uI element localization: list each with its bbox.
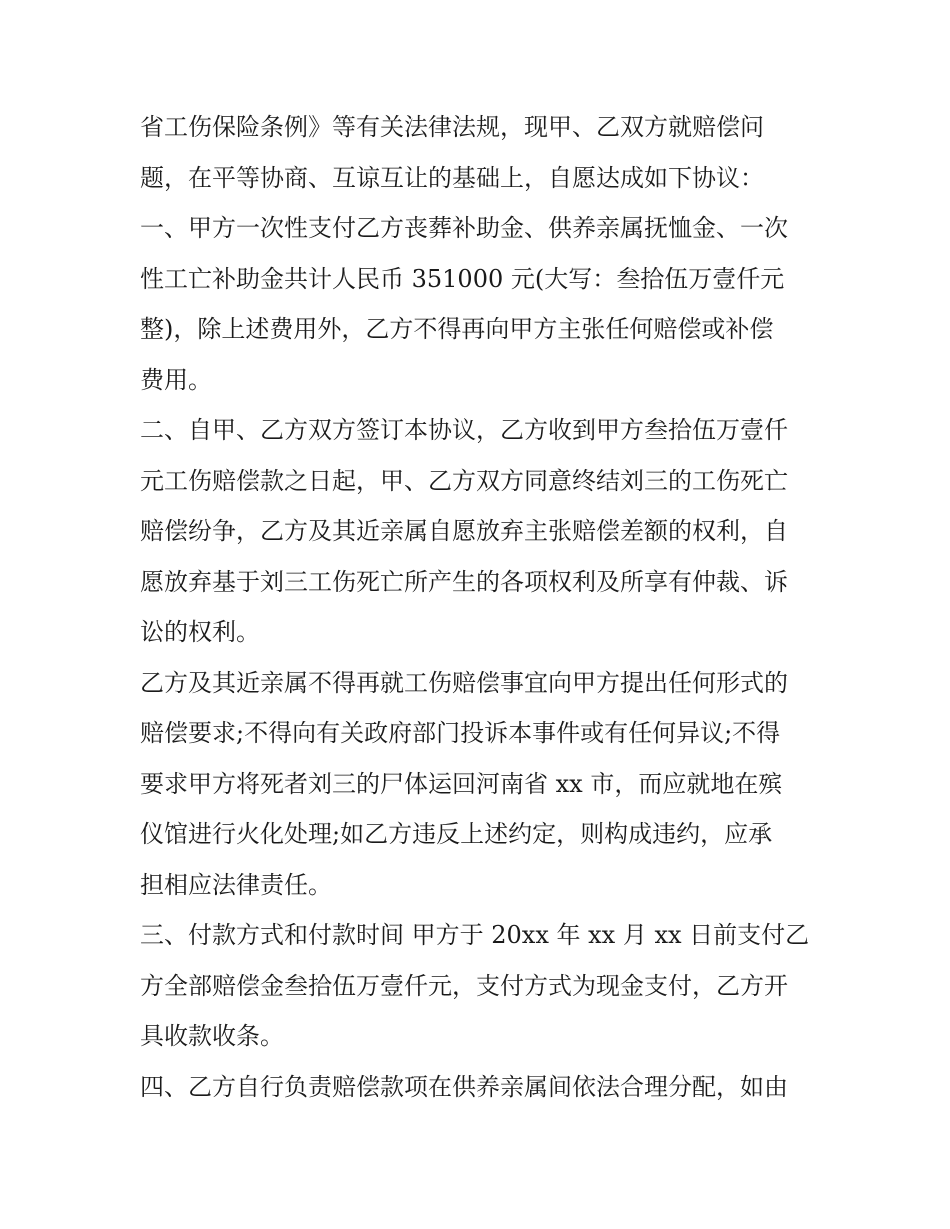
text-line: 愿放弃基于刘三工伤死亡所产生的各项权利及所享有仲裁、诉 [140,567,788,596]
text-line: 元工伤赔偿款之日起，甲、乙方双方同意终结刘三的工伤死亡 [140,466,788,495]
text-line: 仪馆进行火化处理;如乙方违反上述约定，则构成违约，应承 [140,820,773,848]
document-body [140,102,820,1112]
text-line: 担相应法律责任。 [140,870,332,899]
paragraph-clause-2-continued [140,658,820,911]
text-line: 费用。 [140,365,212,394]
text-line: 具收款收条。 [140,1022,284,1050]
paragraph-clause-2 [140,405,820,658]
text-line: 乙方及其近亲属不得再就工伤赔偿事宜向甲方提出任何形式的 [140,668,788,697]
paragraph-intro [140,102,820,203]
text-line: 讼的权利。 [140,618,260,646]
text-line: 整)，除上述费用外，乙方不得再向甲方主张任何赔偿或补偿 [140,315,774,343]
text-line: 三、付款方式和付款时间 甲方于 20xx 年 xx 月 xx 日前支付乙 [140,921,810,949]
text-line: 赔偿纷争，乙方及其近亲属自愿放弃主张赔偿差额的权利，自 [140,517,788,545]
text-line: 二、自甲、乙方双方签订本协议，乙方收到甲方叁拾伍万壹仟 [140,416,788,444]
paragraph-clause-4 [140,1062,820,1113]
text-line: 一、甲方一次性支付乙方丧葬补助金、供养亲属抚恤金、一次 [140,214,788,242]
text-line: 方全部赔偿金叁拾伍万壹仟元，支付方式为现金支付，乙方开 [140,971,788,1000]
text-line: 省工伤保险条例》等有关法律法规，现甲、乙双方就赔偿问 [140,113,764,141]
text-line: 性工亡补助金共计人民币 351000 元(大写：叁拾伍万壹仟元 [140,264,785,293]
paragraph-clause-3 [140,910,820,1062]
text-line: 四、乙方自行负责赔偿款项在供养亲属间依法合理分配，如由 [140,1072,788,1101]
text-line: 题，在平等协商、互谅互让的基础上，自愿达成如下协议： [140,163,764,192]
text-line: 赔偿要求;不得向有关政府部门投诉本事件或有任何异议;不得 [140,719,781,747]
text-line: 要求甲方将死者刘三的尸体运回河南省 xx 市，而应就地在殡 [140,769,783,798]
paragraph-clause-1 [140,203,820,405]
